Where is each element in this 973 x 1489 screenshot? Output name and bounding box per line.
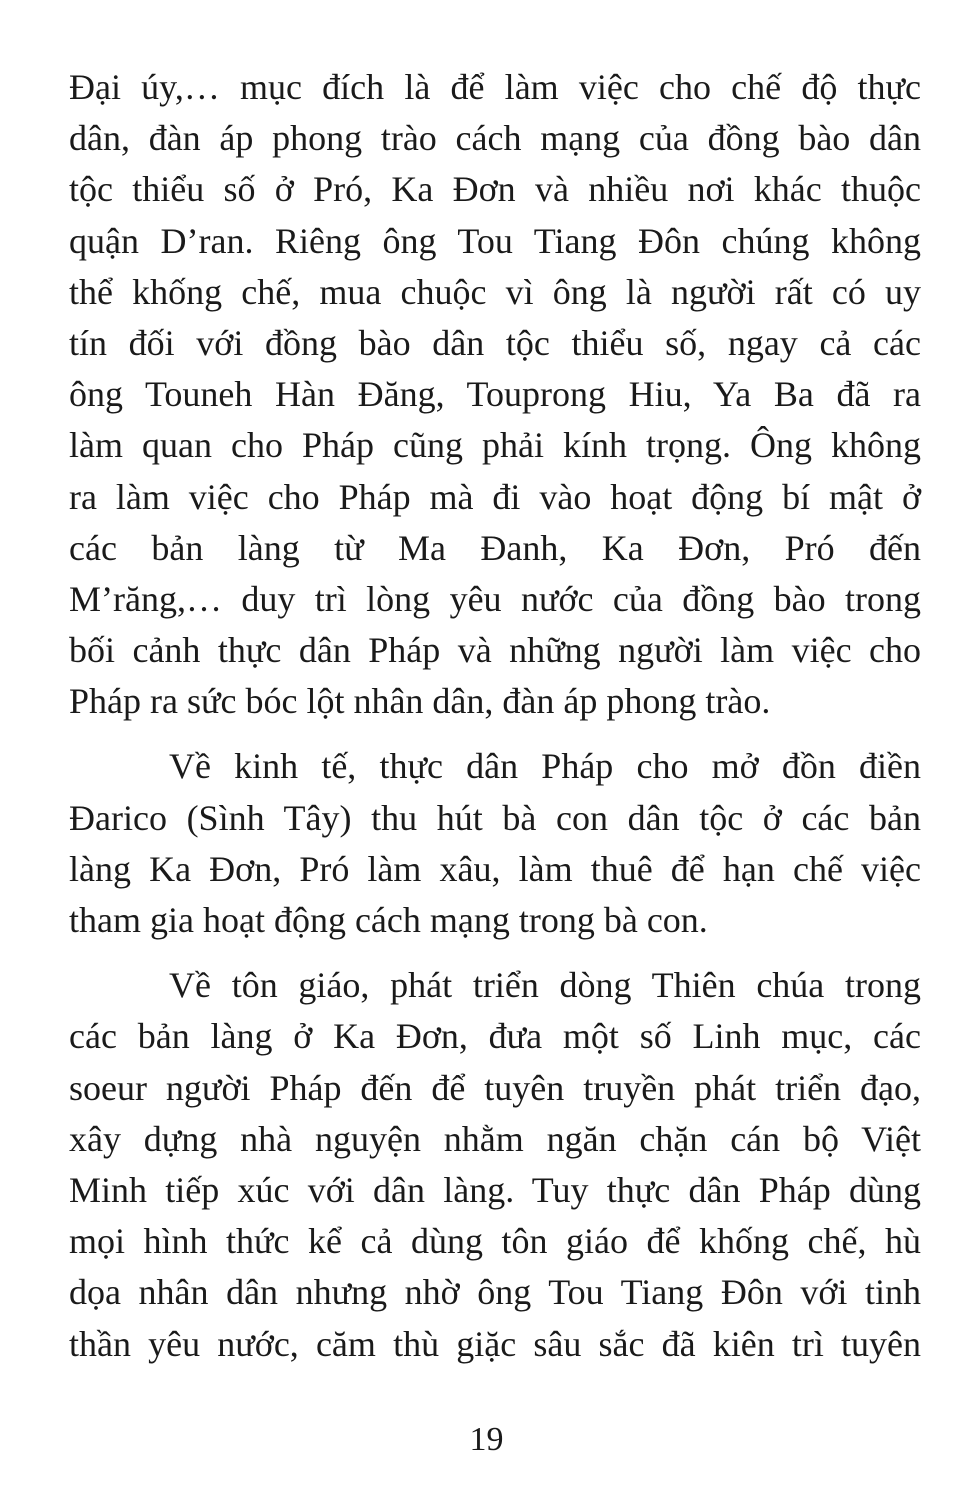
text-line: các bản làng từ Ma Đanh, Ka Đơn, Pró đến	[69, 527, 921, 568]
text-line: mọi hình thức kể cả dùng tôn giáo để khống chế, hù	[69, 1221, 921, 1262]
text-line: Pháp ra sức bóc lột nhân dân, đàn áp phong trào.	[69, 681, 771, 722]
page-body	[69, 62, 921, 1370]
text-line: M’răng,… duy trì lòng yêu nước của đồng bào trong	[69, 578, 921, 619]
text-line: thể khống chế, mua chuộc vì ông là người rất có uy	[69, 271, 921, 312]
text-line: Về kinh tế, thực dân Pháp cho mở đồn điền	[169, 746, 921, 787]
text-line: Minh tiếp xúc với dân làng. Tuy thực dân Pháp dùng	[69, 1169, 921, 1210]
paragraph-spacer	[69, 727, 921, 741]
page-number: 19	[469, 1421, 504, 1458]
text-line: tộc thiểu số ở Pró, Ka Đơn và nhiều nơi khác thuộc	[69, 169, 921, 210]
text-line: bối cảnh thực dân Pháp và những người làm việc cho	[69, 630, 921, 671]
text-line: Đarico (Sình Tây) thu hút bà con dân tộc ở các bản	[69, 797, 921, 838]
text-line: dọa nhân dân nhưng nhờ ông Tou Tiang Đôn với tinh	[69, 1272, 921, 1313]
paragraph-3	[69, 960, 921, 1370]
paragraph-spacer	[69, 946, 921, 960]
text-line: ông Touneh Hàn Đăng, Touprong Hiu, Ya Ba đã ra	[69, 374, 921, 415]
text-line: ra làm việc cho Pháp mà đi vào hoạt động bí mật ở	[69, 476, 921, 517]
text-line: thần yêu nước, căm thù giặc sâu sắc đã kiên trì tuyên	[69, 1323, 921, 1364]
text-line: Đại úy,… mục đích là để làm việc cho chế độ thực	[69, 67, 921, 107]
paragraph-2	[69, 741, 921, 946]
text-line: tín đối với đồng bào dân tộc thiểu số, ngay cả các	[69, 322, 921, 363]
text-line: làm quan cho Pháp cũng phải kính trọng. Ông không	[69, 425, 921, 466]
text-line: quận D’ran. Riêng ông Tou Tiang Đôn chúng không	[69, 220, 921, 261]
text-line: Về tôn giáo, phát triển dòng Thiên chúa trong	[169, 965, 921, 1006]
text-line: dân, đàn áp phong trào cách mạng của đồng bào dân	[69, 118, 921, 159]
paragraph-1	[69, 62, 921, 727]
text-line: xây dựng nhà nguyện nhằm ngăn chặn cán bộ Việt	[69, 1118, 921, 1159]
text-line: các bản làng ở Ka Đơn, đưa một số Linh mục, các	[69, 1016, 921, 1057]
text-line: soeur người Pháp đến để tuyên truyền phát triển đạo,	[69, 1067, 921, 1108]
text-line: làng Ka Đơn, Pró làm xâu, làm thuê để hạn chế việc	[69, 848, 921, 889]
text-line: tham gia hoạt động cách mạng trong bà con.	[69, 900, 708, 940]
